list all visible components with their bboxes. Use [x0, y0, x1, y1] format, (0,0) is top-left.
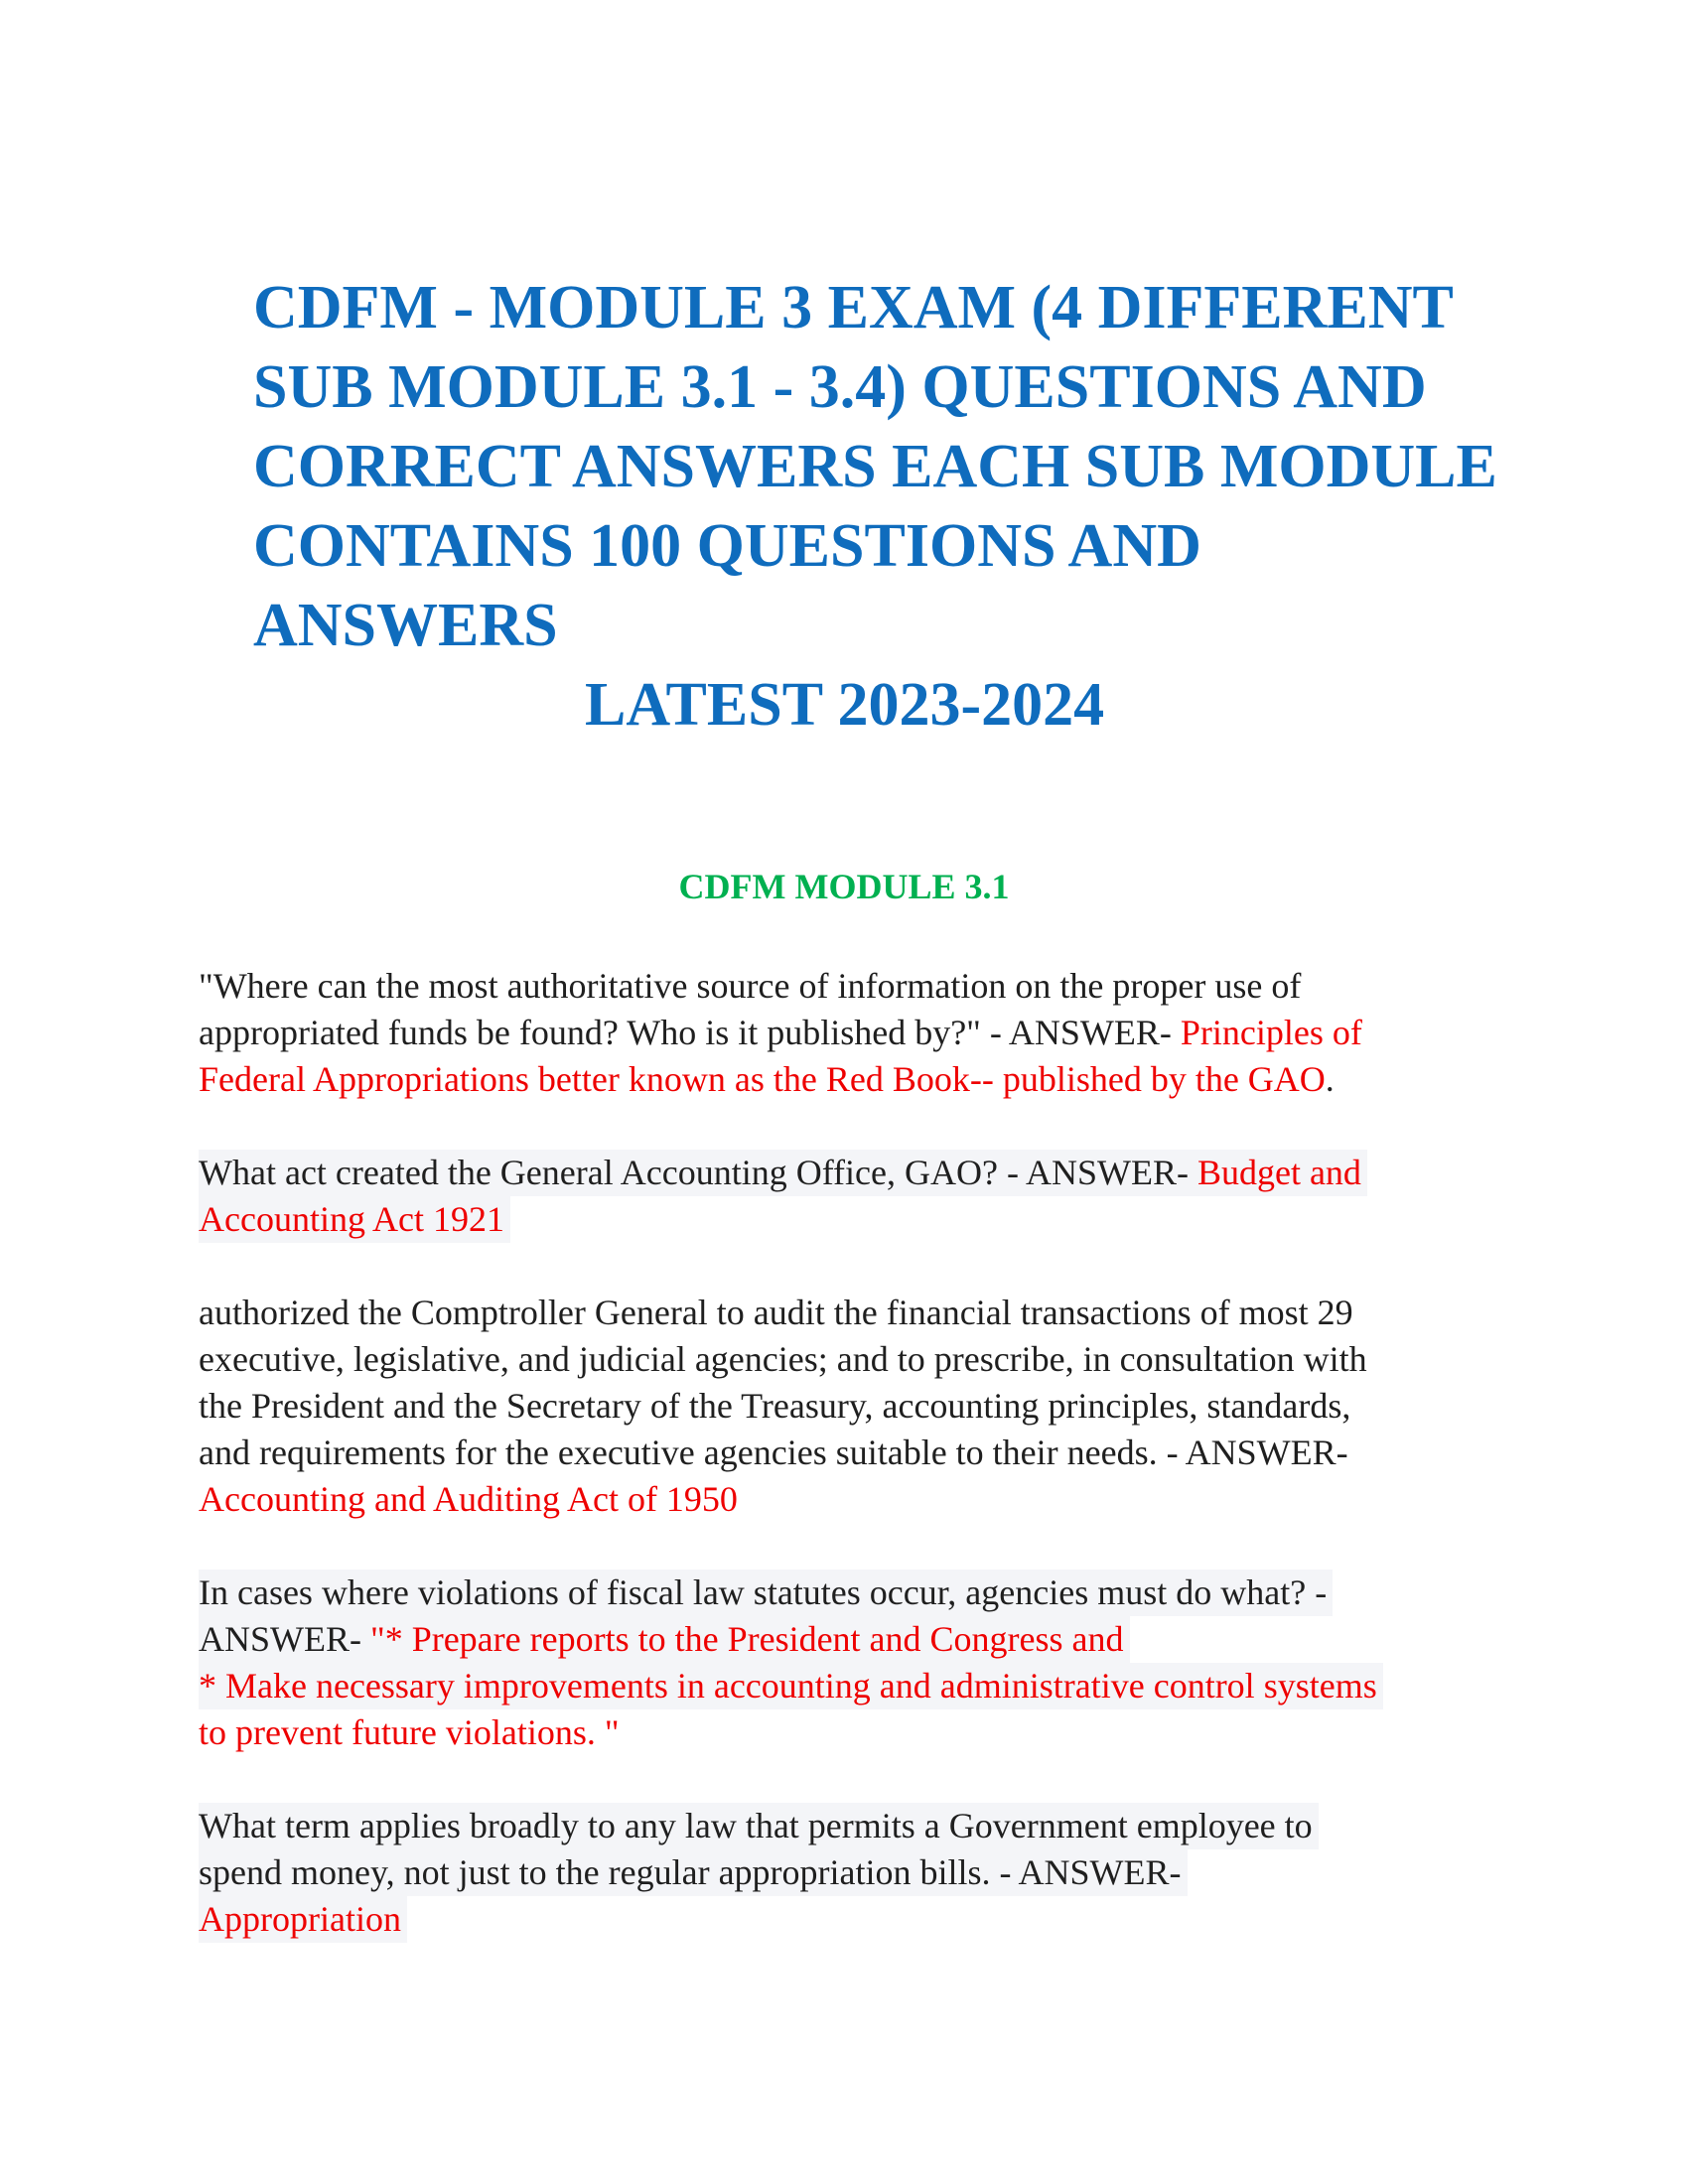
qa-line [199, 1476, 1489, 1523]
question-text: What term applies broadly to any law that permits a Government employee to [199, 1806, 1313, 1845]
answer-text: to prevent future violations. " [199, 1712, 620, 1752]
highlight [199, 1196, 510, 1243]
answer-text: Accounting Act 1921 [199, 1199, 504, 1239]
question-text: ANSWER- [199, 1619, 370, 1659]
qa-line [199, 1430, 1489, 1476]
qa-item [199, 1803, 1489, 1943]
qa-line [199, 1616, 1489, 1663]
answer-text: Accounting and Auditing Act of 1950 [199, 1479, 738, 1519]
highlight [199, 1150, 1367, 1196]
document-title [253, 268, 1544, 745]
question-text: spend money, not just to the regular appropriation bills. - ANSWER- [199, 1852, 1182, 1892]
qa-item [199, 1570, 1489, 1756]
highlight [199, 1803, 1319, 1849]
answer-text: "* Prepare reports to the President and Congress and [370, 1619, 1124, 1659]
answer-text: * Make necessary improvements in accounting and administrative control systems [199, 1666, 1377, 1706]
question-text: What act created the General Accounting Office, GAO? - ANSWER- [199, 1153, 1197, 1192]
qa-line [199, 1663, 1489, 1709]
qa-line [199, 1383, 1489, 1430]
qa-line [199, 1196, 1489, 1243]
qa-list [199, 963, 1489, 1989]
question-text: authorized the Comptroller General to audit the financial transactions of most 29 [199, 1293, 1353, 1332]
question-text: appropriated funds be found? Who is it published by?" - ANSWER- [199, 1013, 1181, 1052]
answer-text: Federal Appropriations better known as the Red Book-- published by the GAO [199, 1059, 1326, 1099]
question-text: executive, legislative, and judicial agencies; and to prescribe, in consultation with [199, 1339, 1367, 1379]
qa-line [199, 1150, 1489, 1196]
qa-line [199, 1849, 1489, 1896]
highlight [199, 1896, 407, 1943]
answer-text: Appropriation [199, 1899, 401, 1939]
qa-line [199, 1709, 1489, 1756]
qa-line [199, 1896, 1489, 1943]
highlight [199, 1663, 1383, 1709]
title-line: SUB MODULE 3.1 - 3.4) QUESTIONS AND [253, 353, 1427, 421]
answer-text: Principles of [1180, 1013, 1362, 1052]
qa-item [199, 1290, 1489, 1523]
qa-item [199, 963, 1489, 1103]
question-text: and requirements for the executive agencies suitable to their needs. - ANSWER- [199, 1433, 1348, 1472]
qa-line [199, 1803, 1489, 1849]
answer-text: Budget and [1196, 1153, 1361, 1192]
title-line: CDFM - MODULE 3 EXAM (4 DIFFERENT [253, 274, 1454, 341]
question-text: the President and the Secretary of the Treasury, accounting principles, standards, [199, 1386, 1351, 1426]
title-year: LATEST 2023-2024 [585, 671, 1105, 739]
question-text: "Where can the most authoritative source of information on the proper use of [199, 966, 1302, 1006]
highlight [199, 1849, 1188, 1896]
qa-line [199, 1290, 1489, 1336]
qa-line [199, 1336, 1489, 1383]
highlight [199, 1570, 1333, 1616]
qa-line [199, 963, 1489, 1010]
module-heading: CDFM MODULE 3.1 [678, 867, 1010, 906]
qa-line [199, 1056, 1489, 1103]
qa-item [199, 1150, 1489, 1243]
question-text: In cases where violations of fiscal law statutes occur, agencies must do what? - [199, 1572, 1328, 1612]
qa-line [199, 1010, 1489, 1056]
qa-line [199, 1570, 1489, 1616]
title-line: ANSWERS [253, 592, 558, 659]
highlight [199, 1616, 1130, 1663]
punctuation: . [1325, 1059, 1335, 1099]
title-line: CORRECT ANSWERS EACH SUB MODULE [253, 433, 1497, 500]
title-line: CONTAINS 100 QUESTIONS AND [253, 512, 1201, 580]
